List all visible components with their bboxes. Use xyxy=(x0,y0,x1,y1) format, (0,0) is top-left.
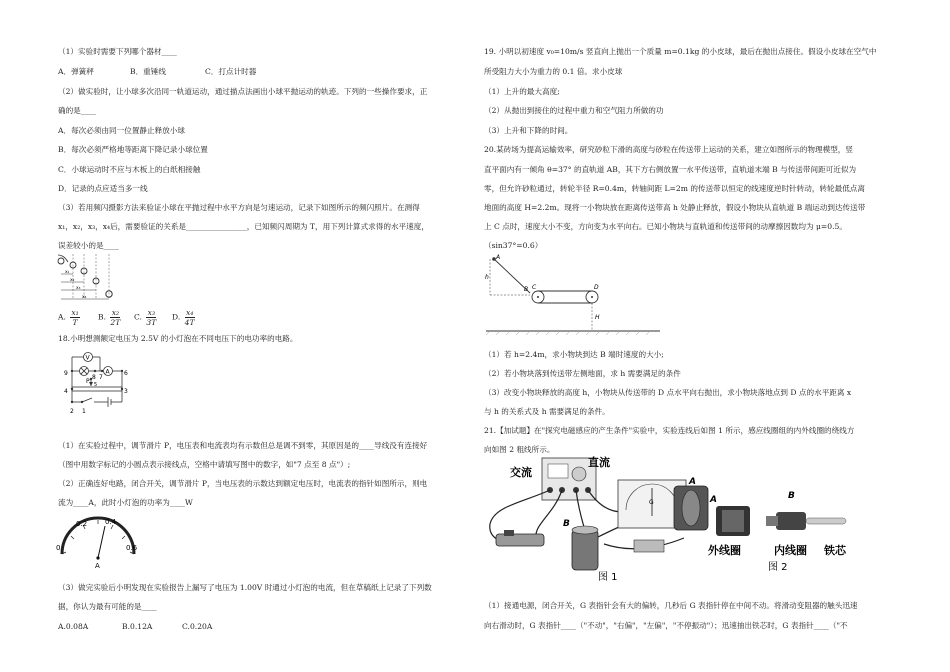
tick-0.4: 0.4 xyxy=(105,518,117,526)
q18-3-option-b: B.0.12A xyxy=(122,622,153,631)
node-1: 1 xyxy=(82,408,86,415)
q19-text-line1: 19. 小明以初速度 v₀=10m/s 竖直向上抛出一个质量 m=0.1kg 的小皮球，最后在抛出点接住。假设小皮球在空气中 xyxy=(484,47,877,56)
q19-3-text: （3）上升和下降的时间。 xyxy=(484,126,573,135)
tick-0.2: 0.2 xyxy=(76,520,88,528)
q21-text-line1: 21.【加试题】在"探究电磁感应的产生条件"实验中，实验连线后如图 1 所示，感应线圈组的内外线圈的绕线方 xyxy=(484,426,855,435)
label-x2: x₂ xyxy=(70,278,75,283)
option-letter: D. xyxy=(172,312,181,322)
q20-3-text-line2: 与 h 的关系式及 h 需要满足的条件。 xyxy=(484,407,610,416)
q18-1-text-line2: （图中用数字标记的小圆点表示接线点，空格中请填写图中的数字，如"7 点至 8 点"）; xyxy=(58,460,351,469)
unit-label: A xyxy=(95,562,100,570)
q17-1-text: （1）实验时需要下列哪个器材____ xyxy=(58,47,177,56)
point-d-label: D xyxy=(594,284,599,291)
q17-2-text-line1: （2）做实验时，让小球多次沿同一轨道运动，通过描点法画出小球平抛运动的轨迹。下列的一些操作要求，正 xyxy=(58,87,428,96)
label-x1: x₁ xyxy=(65,270,70,275)
induction-apparatus-photo xyxy=(484,454,874,586)
voltmeter-label: V xyxy=(85,354,90,362)
label-x3: x₃ xyxy=(76,286,81,291)
height-h-label: h xyxy=(485,274,489,281)
strobe-photo-figure xyxy=(56,252,128,304)
conveyor-figure xyxy=(484,253,664,337)
galvanometer-label: G xyxy=(649,499,654,506)
q17-1-option-c: C．打点计时器 xyxy=(205,67,257,76)
dc-label: 直流 xyxy=(588,456,610,469)
q20-text-line4: 地面的高度 H=2.2m。现将一小物块放在距离传送带高 h 处静止释放，假设小物块从直轨道 B 端运动到达传送带 xyxy=(484,203,866,212)
q21-1-text-line2: 向右滑动时，G 表指针____（"不动"，"右偏"，"左偏"，"不停振动"）；迅速抽出铁芯时，G 表指针____（"不 xyxy=(484,621,848,630)
node-9: 9 xyxy=(64,370,68,377)
q17-2-option-a: A．每次必须由同一位置静止释放小球 xyxy=(58,126,185,135)
inner-coil-label: 内线圈 xyxy=(774,544,807,557)
figure-1-caption: 图 1 xyxy=(598,572,618,583)
fraction: $\frac{\text{x₃}}{3T}$ xyxy=(146,308,157,327)
q20-text-line2: 直平面内有一倾角 θ=37° 的直轨道 AB，其下方右侧放置一水平传送带，直轨道末端 B 与传送带间距可近似为 xyxy=(484,165,857,174)
q17-3-option-c xyxy=(134,308,158,327)
q18-3-text-line2: 据，你认为最有可能的是____ xyxy=(58,602,157,611)
option-letter: A. xyxy=(58,312,66,322)
q17-1-option-a: A．弹簧秤 xyxy=(58,67,94,76)
q17-3-option-d xyxy=(172,308,197,327)
q19-1-text: （1）上升的最大高度; xyxy=(484,87,560,96)
node-3: 3 xyxy=(124,388,128,395)
coil-a-label: A xyxy=(689,477,696,487)
fraction: $\frac{\text{x₂}}{2T}$ xyxy=(110,308,121,327)
ammeter-dial-figure xyxy=(56,512,140,570)
slider-p-label: P xyxy=(86,378,90,385)
ac-label: 交流 xyxy=(510,466,532,479)
q18-text: 18.小明想测额定电压为 2.5V 的小灯泡在不同电压下的电功率的电路。 xyxy=(58,334,298,343)
inner-coil-b-label: B xyxy=(788,491,795,501)
q19-text-line2: 所受阻力大小为重力的 0.1 倍。求小皮球 xyxy=(484,67,623,76)
fraction: $\frac{\text{x₁}}{T}$ xyxy=(71,308,79,327)
q18-3-option-a: A.0.08A xyxy=(58,622,89,631)
iron-core-label: 铁芯 xyxy=(824,544,846,557)
q20-3-text-line1: （3）改变小物块释放的高度 h，小物块从传送带的 D 点水平向右抛出，求小物块落地点到 D 点的水平距离 x xyxy=(484,388,852,397)
q19-2-text: （2）从抛出到接住的过程中重力和空气阻力所做的功 xyxy=(484,106,664,115)
coil-b-label: B xyxy=(563,519,570,529)
height-big-h-label: H xyxy=(595,314,600,321)
figure-2-caption: 图 2 xyxy=(768,562,788,573)
q17-2-option-b: B．每次必须严格地等距离下降记录小球位置 xyxy=(58,145,208,154)
outer-coil-a-label: A xyxy=(710,495,717,505)
node-4: 4 xyxy=(64,388,68,395)
option-letter: B. xyxy=(98,312,106,322)
point-c-label: C xyxy=(532,284,537,291)
q17-2-option-d: D．记录的点应适当多一线 xyxy=(58,184,148,193)
q20-text-line1: 20.某砖场为提高运输效率，研究砂粒下滑的高度与砂粒在传送带上运动的关系，建立如图所示的物理模型，竖 xyxy=(484,145,853,154)
q17-1-option-b: B．重锤线 xyxy=(130,67,166,76)
ammeter-label: A xyxy=(105,368,110,376)
q17-3-text-line2: x₁，x₂，x₃，x₄后，需要验证的关系是________________，已知频闪周期为 T，用下列计算式求得的水平速度， xyxy=(58,222,429,231)
q20-text-line3: 零，但允许砂粒通过，转轮半径 R=0.4m，转轴间距 L=2m 的传送带以恒定的线速度逆时针转动，转轮最低点离 xyxy=(484,184,865,193)
node-6: 6 xyxy=(124,370,128,377)
q20-text-line5: 上 C 点时，速度大小不变，方向变为水平向右。已知小物块与直轨道和传送带间的动摩擦因数均为 μ=0.5。 xyxy=(484,222,847,231)
q17-3-option-b xyxy=(98,308,122,327)
q17-3-text-line3: 误差较小的是____ xyxy=(58,241,119,250)
outer-coil-label: 外线圈 xyxy=(708,544,741,557)
node-8: 8 xyxy=(92,374,96,381)
node-2: 2 xyxy=(70,408,74,415)
q17-2-option-c: C．小球运动时不应与木板上的白纸相接触 xyxy=(58,165,201,174)
point-a-label: A xyxy=(496,254,501,261)
node-7: 7 xyxy=(99,374,103,381)
q21-1-text-line1: （1）接通电源，闭合开关，G 表指针会有大的偏转，几秒后 G 表指针停在中间不动。将滑动变阻器的触头迅速 xyxy=(484,601,858,610)
fraction: $\frac{\text{x₄}}{4T}$ xyxy=(184,308,195,327)
node-5: 5 xyxy=(94,382,98,388)
q18-2-text-line1: （2）正确连好电路，闭合开关，调节滑片 P，当电压表的示数达到额定电压时，电流表的指针如图所示，则电 xyxy=(58,479,428,488)
point-b-label: B xyxy=(524,286,529,293)
q18-3-option-c: C.0.20A xyxy=(182,622,213,631)
q18-2-text-line2: 流为____A，此时小灯泡的功率为____W xyxy=(58,498,193,507)
q18-1-text-line1: （1）在实验过程中，调节滑片 P，电压表和电流表均有示数但总是调不到零，其原因是的____导线没有连接好 xyxy=(58,441,428,450)
q17-3-option-a xyxy=(58,308,82,327)
q17-3-text-line1: （3）若用频闪摄影方法来验证小球在平抛过程中水平方向是匀速运动，记录下如图所示的频闪照片。在测得 xyxy=(58,203,420,212)
label-x4: x₄ xyxy=(82,295,87,300)
q20-text-line6: （sin37°=0.6） xyxy=(484,241,543,250)
circuit-diagram xyxy=(58,349,136,429)
q18-3-text-line1: （3）做完实验后小明发现在实验报告上漏写了电压为 1.00V 时通过小灯泡的电流，但在草稿纸上记录了下列数 xyxy=(58,583,432,592)
q20-2-text: （2）若小物块落到传送带左侧地面，求 h 需要满足的条件 xyxy=(484,369,681,378)
tick-0.6: 0.6 xyxy=(126,544,138,552)
tick-0: 0 xyxy=(56,544,61,552)
q21-text-line2: 向如图 2 粗线所示。 xyxy=(484,445,555,454)
q17-2-text-line2: 确的是____ xyxy=(58,106,96,115)
option-letter: C. xyxy=(134,312,142,322)
q20-1-text: （1）若 h=2.4m，求小物块到达 B 端时速度的大小; xyxy=(484,350,664,359)
